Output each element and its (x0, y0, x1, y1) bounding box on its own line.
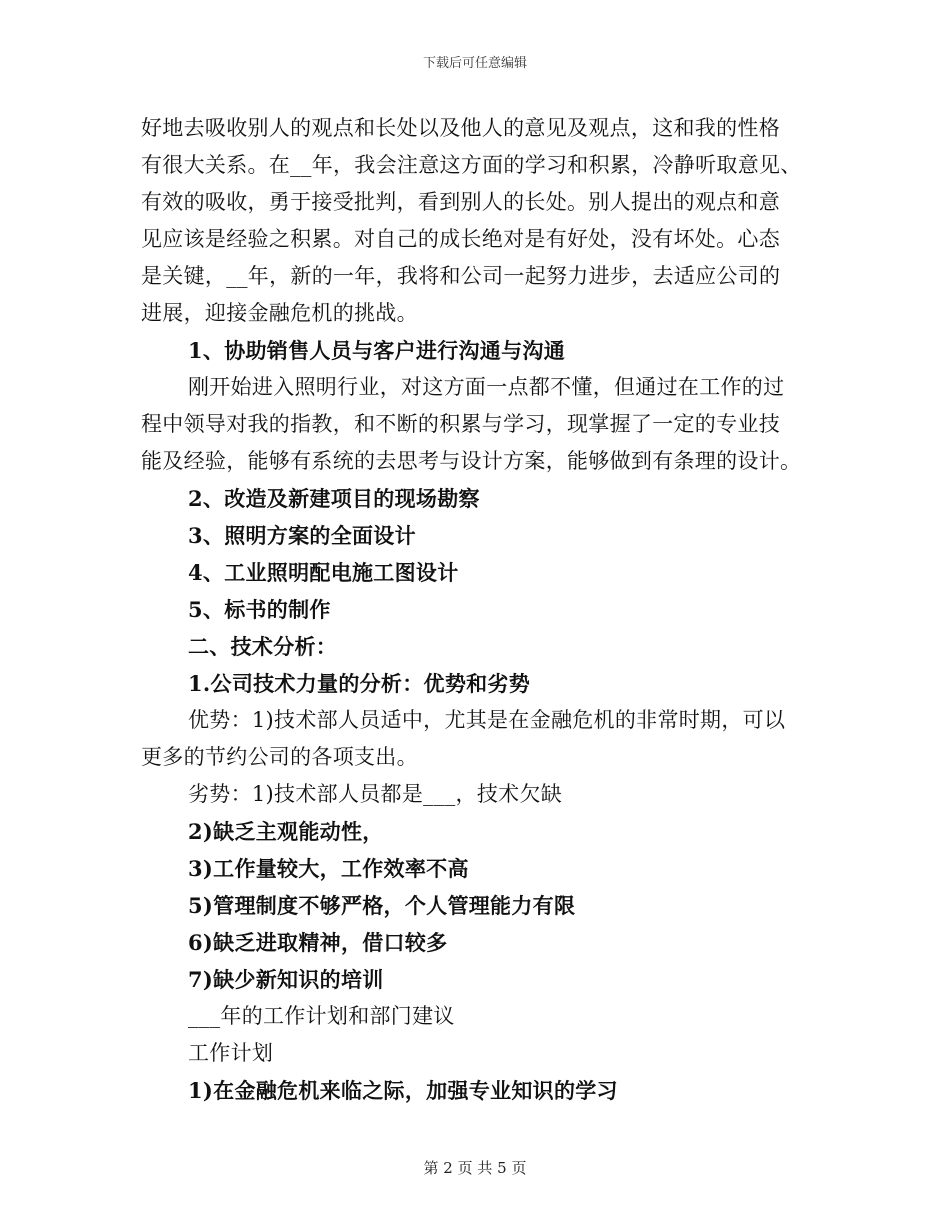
document-body (141, 110, 821, 1109)
paragraph-line: 更多的节约公司的各项支出。 (141, 745, 418, 769)
paragraph-line: 进展，迎接金融危机的挑战。 (141, 301, 418, 325)
paragraph-line: 是关键，__年，新的一年，我将和公司一起努力进步，去适应公司的 (141, 264, 781, 288)
paragraph-line: 工作计划 (188, 1041, 274, 1065)
section-heading: 二、技术分析： (188, 634, 338, 659)
section-heading: 5)管理制度不够严格，个人管理能力有限 (188, 893, 576, 918)
section-heading: 3、照明方案的全面设计 (188, 523, 416, 548)
section-heading: 4、工业照明配电施工图设计 (188, 560, 459, 585)
paragraph-line: 有效的吸收，勇于接受批判，看到别人的长处。别人提出的观点和意 (141, 190, 780, 214)
paragraph-line: ___年的工作计划和部门建议 (188, 1004, 455, 1028)
paragraph-line: 刚开始进入照明行业，对这方面一点都不懂，但通过在工作的过 (188, 375, 785, 399)
section-heading: 1.公司技术力量的分析：优势和劣势 (188, 671, 531, 696)
section-heading: 3)工作量较大，工作效率不高 (188, 856, 469, 881)
section-heading: 7)缺少新知识的培训 (188, 967, 384, 992)
paragraph-line: 好地去吸收别人的观点和长处以及他人的意见及观点，这和我的性格 (141, 116, 780, 140)
paragraph-line: 优势：1)技术部人员适中，尤其是在金融危机的非常时期，可以 (188, 708, 786, 732)
section-heading: 2)缺乏主观能动性， (188, 819, 384, 844)
paragraph-line: 程中领导对我的指教，和不断的积累与学习，现掌握了一定的专业技 (141, 412, 780, 436)
page-footer: 第 2 页 共 5 页 (423, 1159, 527, 1177)
page-header: 下载后可任意编辑 (422, 56, 527, 71)
section-heading: 2、改造及新建项目的现场勘察 (188, 486, 480, 511)
section-heading: 5、标书的制作 (188, 597, 331, 622)
paragraph-line: 劣势：1)技术部人员都是___，技术欠缺 (188, 782, 563, 806)
paragraph-line: 能及经验，能够有系统的去思考与设计方案，能够做到有条理的设计。 (141, 449, 802, 473)
paragraph-line: 见应该是经验之积累。对自己的成长绝对是有好处，没有坏处。心态 (141, 227, 780, 251)
section-heading: 6)缺乏进取精神，借口较多 (188, 930, 448, 955)
section-heading: 1、协助销售人员与客户进行沟通与沟通 (188, 338, 566, 363)
paragraph-line: 有很大关系。在__年，我会注意这方面的学习和积累，冷静听取意见、 (141, 153, 802, 177)
section-heading: 1)在金融危机来临之际，加强专业知识的学习 (188, 1078, 618, 1103)
